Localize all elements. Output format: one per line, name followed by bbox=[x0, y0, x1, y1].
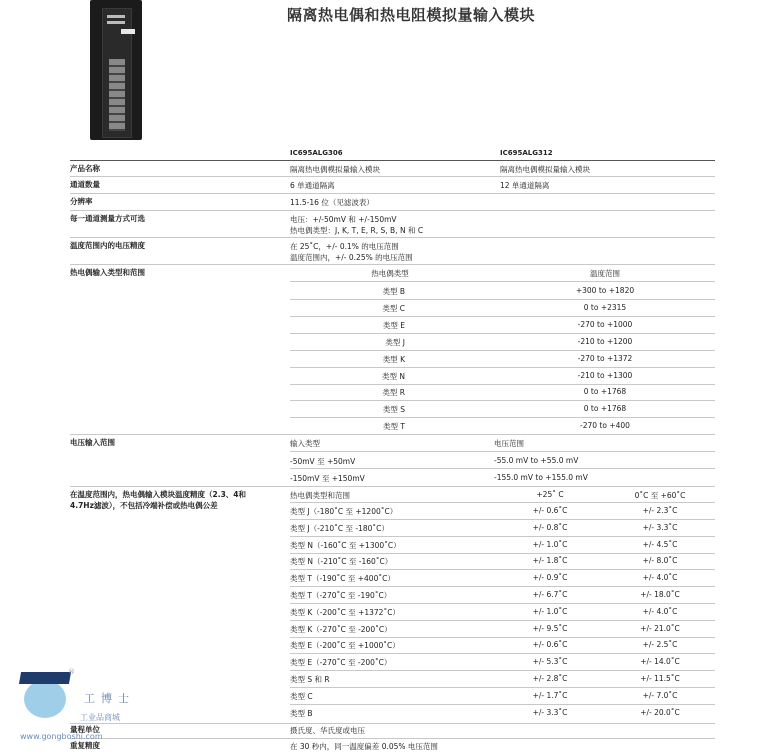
accuracy-row-divider bbox=[290, 620, 715, 621]
accuracy-row-divider bbox=[290, 553, 715, 554]
accuracy-row-divider bbox=[290, 670, 715, 671]
product-image bbox=[90, 0, 142, 140]
accuracy-a60-5: +/- 18.0˚C bbox=[640, 590, 680, 599]
resolution-value: 11.5-16 位（见滤波表） bbox=[290, 198, 374, 207]
accuracy-a25-6: +/- 1.0˚C bbox=[532, 606, 568, 616]
accuracy-a60-8: +/- 2.5˚C bbox=[642, 640, 678, 650]
measure-mode-voltage: 电压：+/-50mV 和 +/-150mV bbox=[290, 215, 397, 224]
tc-type-5: 类型 N bbox=[382, 371, 405, 381]
accuracy-a25-9: +/- 5.3˚C bbox=[532, 657, 568, 667]
tc-range-5: -210 to +1300 bbox=[577, 370, 633, 380]
channels-306: 6 单通道隔离 bbox=[290, 181, 335, 190]
accuracy-a25-0: +/- 0.6˚C bbox=[532, 506, 568, 515]
accuracy-row-divider bbox=[290, 653, 715, 654]
voltage-accuracy-25c: 在 25˚C，+/- 0.1% 的电压范围 bbox=[290, 242, 399, 251]
measure-mode-tc: 热电偶类型：J, K, T, E, R, S, B, N 和 C bbox=[290, 226, 424, 235]
accuracy-a60-10: +/- 11.5˚C bbox=[640, 674, 680, 683]
tc-col-type: 热电偶类型 bbox=[371, 269, 409, 278]
accuracy-type-11: 类型 C bbox=[290, 691, 313, 701]
accuracy-a60-4: +/- 4.0˚C bbox=[642, 573, 678, 583]
tc-row-divider bbox=[290, 350, 715, 351]
tc-row-divider bbox=[290, 316, 715, 317]
accuracy-row-divider bbox=[290, 536, 715, 537]
accuracy-row-divider bbox=[290, 586, 715, 587]
channels-312: 12 单通道隔离 bbox=[500, 181, 550, 190]
accuracy-type-9: 类型 E（-270˚C 至 -200˚C） bbox=[290, 658, 392, 668]
tc-type-7: 类型 S bbox=[382, 405, 405, 415]
accuracy-a60-2: +/- 4.5˚C bbox=[642, 539, 678, 549]
accuracy-a60-12: +/- 20.0˚C bbox=[640, 707, 680, 717]
product-name-306: 隔离热电偶模拟量输入模块 bbox=[290, 165, 380, 174]
accuracy-row-divider bbox=[290, 704, 715, 705]
row-label-voltage-accuracy: 温度范围内的电压精度 bbox=[70, 241, 145, 250]
accuracy-row-divider bbox=[290, 569, 715, 570]
accuracy-a25-5: +/- 6.7˚C bbox=[532, 590, 568, 599]
accuracy-a60-11: +/- 7.0˚C bbox=[642, 690, 678, 700]
row-label-tc-types: 热电偶输入类型和范围 bbox=[70, 268, 145, 277]
accuracy-row-divider bbox=[290, 687, 715, 688]
accuracy-a60-0: +/- 2.3˚C bbox=[642, 506, 678, 515]
tc-range-7: 0 to +1768 bbox=[583, 404, 627, 414]
accuracy-a25-11: +/- 1.7˚C bbox=[532, 690, 568, 700]
voltage-accuracy-range: 温度范围内，+/- 0.25% 的电压范围 bbox=[290, 253, 413, 262]
accuracy-row-divider bbox=[290, 637, 715, 638]
row-label-product-name: 产品名称 bbox=[70, 164, 100, 173]
accuracy-a60-9: +/- 14.0˚C bbox=[640, 657, 680, 667]
tc-type-1: 类型 C bbox=[382, 303, 405, 313]
row-label-repeatability: 重复精度 bbox=[70, 741, 100, 750]
model-header-306: IC695ALG306 bbox=[290, 149, 343, 157]
repeatability-value: 在 30 秒内，同一温度偏差 0.05% 电压范围 bbox=[290, 742, 438, 751]
voltage-col-range: 电压范围 bbox=[494, 439, 524, 448]
tc-row-divider bbox=[290, 400, 715, 401]
accuracy-type-0: 类型 J（-180˚C 至 +1200˚C） bbox=[290, 507, 398, 516]
voltage-type-0: -50mV 至 +50mV bbox=[290, 457, 356, 466]
accuracy-a25-3: +/- 1.8˚C bbox=[532, 556, 568, 566]
row-label-accuracy-2: 4.7Hz滤波），不包括冷端补偿或热电偶公差 bbox=[70, 501, 218, 510]
accuracy-a25-1: +/- 0.8˚C bbox=[532, 522, 568, 532]
accuracy-a25-8: +/- 0.6˚C bbox=[532, 640, 568, 650]
accuracy-type-1: 类型 J（-210˚C 至 -180˚C） bbox=[290, 523, 389, 533]
row-label-accuracy-1: 在温度范围内，热电偶输入模块温度精度（2.3、4和 bbox=[70, 490, 247, 499]
tc-row-divider bbox=[290, 384, 715, 385]
accuracy-type-6: 类型 K（-200˚C 至 +1372˚C） bbox=[290, 607, 400, 617]
voltage-col-type: 输入类型 bbox=[290, 439, 320, 448]
product-name-312: 隔离热电偶模拟量输入模块 bbox=[500, 165, 590, 174]
model-header-312: IC695ALG312 bbox=[500, 149, 553, 157]
row-label-resolution: 分辨率 bbox=[70, 197, 93, 206]
registered-mark: ® bbox=[68, 668, 75, 676]
tc-range-2: -270 to +1000 bbox=[577, 319, 633, 329]
accuracy-type-2: 类型 N（-160˚C 至 +1300˚C） bbox=[290, 540, 401, 550]
watermark-brand: 工博士 bbox=[84, 692, 135, 705]
tc-range-4: -270 to +1372 bbox=[577, 353, 633, 363]
watermark-sub: 工业品商城 bbox=[80, 713, 120, 722]
row-label-voltage-range: 电压输入范围 bbox=[70, 438, 115, 447]
tc-type-2: 类型 E bbox=[382, 320, 405, 330]
tc-type-8: 类型 T bbox=[383, 422, 405, 432]
row-label-units: 量程单位 bbox=[70, 725, 100, 734]
tc-row-divider bbox=[290, 417, 715, 418]
accuracy-row-divider bbox=[290, 519, 715, 520]
tc-row-divider bbox=[290, 333, 715, 334]
accuracy-col-25c: +25˚ C bbox=[536, 490, 564, 499]
accuracy-type-7: 类型 K（-270˚C 至 -200˚C） bbox=[290, 624, 392, 634]
accuracy-a25-7: +/- 9.5˚C bbox=[532, 623, 568, 633]
row-label-measure-mode: 每一通道测量方式可选 bbox=[70, 214, 145, 223]
tc-range-1: 0 to +2315 bbox=[583, 302, 627, 312]
watermark-url: www.gongboshi.com bbox=[20, 732, 103, 741]
tc-type-4: 类型 K bbox=[382, 354, 405, 364]
accuracy-a25-12: +/- 3.3˚C bbox=[532, 707, 568, 717]
voltage-range-1: -155.0 mV to +155.0 mV bbox=[494, 473, 588, 482]
tc-row-divider bbox=[290, 299, 715, 300]
accuracy-row-divider bbox=[290, 603, 715, 604]
accuracy-a60-7: +/- 21.0˚C bbox=[640, 623, 680, 633]
accuracy-type-8: 类型 E（-200˚C 至 +1000˚C） bbox=[290, 641, 400, 651]
tc-type-6: 类型 R bbox=[382, 388, 405, 398]
voltage-range-0: -55.0 mV to +55.0 mV bbox=[494, 456, 579, 465]
tc-range-0: +300 to +1820 bbox=[575, 286, 635, 295]
page-title: 隔离热电偶和热电阻模拟量输入模块 bbox=[287, 6, 536, 24]
accuracy-type-5: 类型 T（-270˚C 至 -190˚C） bbox=[290, 591, 392, 600]
grad-cap-icon bbox=[19, 672, 71, 684]
accuracy-a60-6: +/- 4.0˚C bbox=[642, 606, 678, 616]
tc-range-3: -210 to +1200 bbox=[577, 336, 633, 346]
tc-row-divider bbox=[290, 367, 715, 368]
accuracy-a25-4: +/- 0.9˚C bbox=[532, 573, 568, 583]
accuracy-type-3: 类型 N（-210˚C 至 -160˚C） bbox=[290, 557, 393, 567]
mascot-icon bbox=[24, 680, 66, 718]
tc-type-3: 类型 J bbox=[385, 337, 405, 347]
accuracy-a25-10: +/- 2.8˚C bbox=[532, 674, 568, 683]
voltage-type-1: -150mV 至 +150mV bbox=[290, 474, 365, 483]
accuracy-type-4: 类型 T（-190˚C 至 +400˚C） bbox=[290, 574, 395, 584]
tc-type-0: 类型 B bbox=[382, 287, 405, 296]
accuracy-type-12: 类型 B bbox=[290, 708, 313, 718]
tc-range-6: 0 to +1768 bbox=[583, 387, 627, 397]
accuracy-a60-3: +/- 8.0˚C bbox=[642, 556, 678, 566]
accuracy-a25-2: +/- 1.0˚C bbox=[532, 539, 568, 549]
accuracy-type-10: 类型 S 和 R bbox=[290, 675, 330, 684]
units-value: 摄氏度、华氏度或电压 bbox=[290, 726, 365, 735]
accuracy-col-60c: 0˚C 至 +60˚C bbox=[634, 491, 686, 500]
tc-range-8: -270 to +400 bbox=[580, 421, 630, 431]
row-label-channels: 通道数量 bbox=[70, 180, 100, 189]
accuracy-a60-1: +/- 3.3˚C bbox=[642, 522, 678, 532]
accuracy-col-type: 热电偶类型和范围 bbox=[290, 491, 350, 500]
tc-col-range: 温度范围 bbox=[590, 269, 620, 278]
watermark-logo bbox=[14, 668, 154, 756]
